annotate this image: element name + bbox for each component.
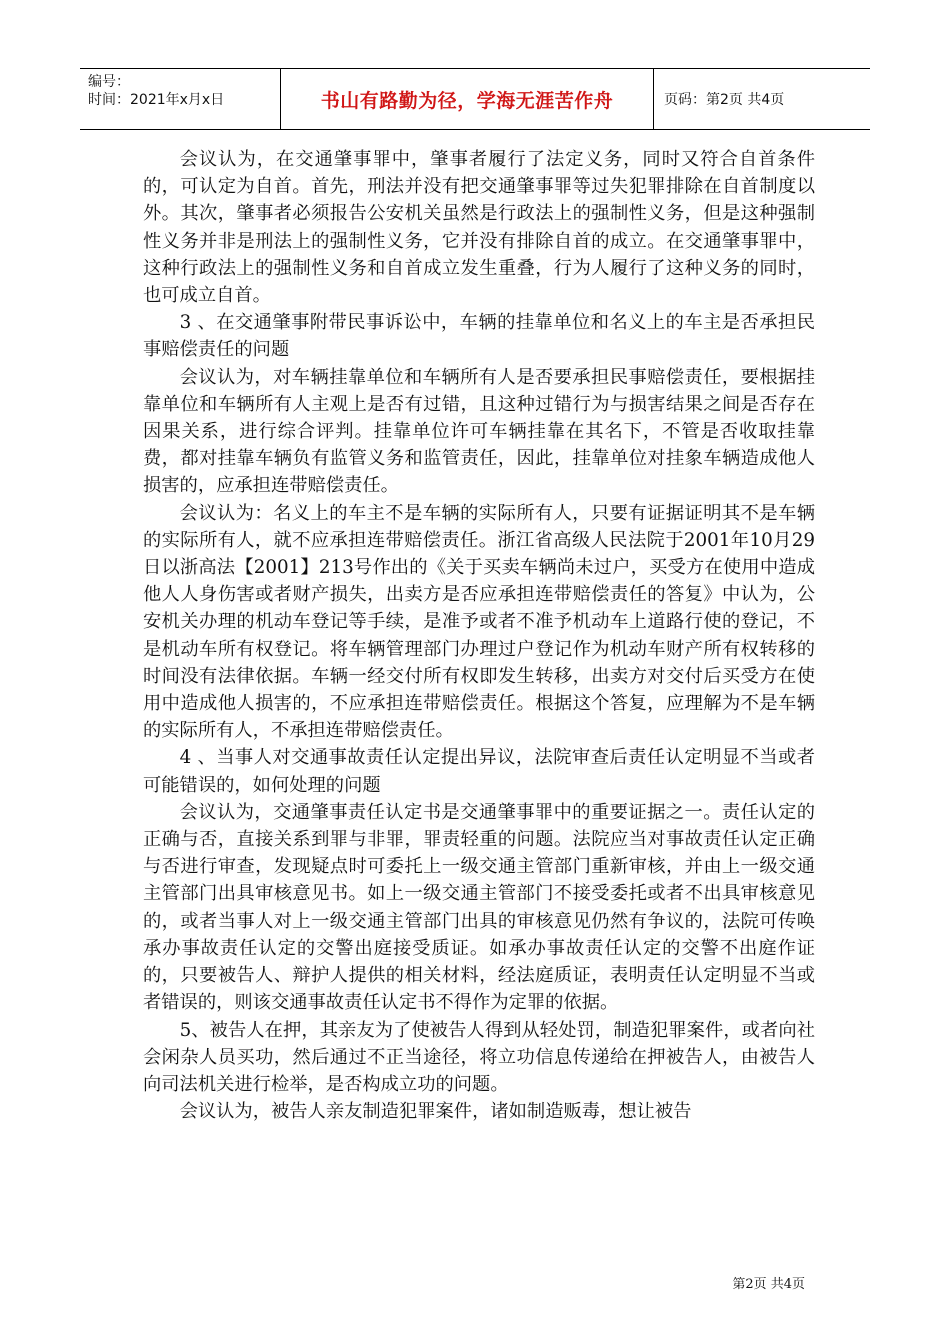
motto-text: 书山有路勤为径，学海无涯苦作舟 (320, 89, 614, 112)
page-footer: 第2页 共4页 (732, 1277, 805, 1292)
paragraph-nominal-owner: 会议认为：名义上的车主不是车辆的实际所有人，只要有证据证明其不是车辆的实际所有人，就不应承担连带赔偿责任。浙江省高级人民法院于2001年10月29日以浙高法【2001】213号作出的《关于买卖车辆尚未过户，买受方在使用中造成他人人身伤害或者财产损失，出卖方是否应承担连带赔偿责任的答复》中认为，公安机关办理的机动车登记等手续，是准予或者不准予机动车上道路行使的登记，不是机动车所有权登记。将车辆管理部门办理过户登记作为机动车财产所有权转移的时间没有法律依据。车辆一经交付所有权即发生转移，出卖方对交付后买受方在使用中造成他人损害的，不应承担连带赔偿责任。根据这个答复，应理解为不是车辆的实际所有人，不承担连带赔偿责任。 (143, 502, 815, 742)
time-label: 时间：2021年x月x日 (88, 92, 225, 108)
paragraph-affiliated-unit: 会议认为，对车辆挂靠单位和车辆所有人是否要承担民事赔偿责任，要根据挂靠单位和车辆所有人主观上是否有过错，且这种过错行为与损害结果之间是否存在因果关系，进行综合评判。挂靠单位许可车辆挂靠在其名下，不管是否收取挂靠费，都对挂靠车辆负有监管义务和监管责任，因此，挂靠单位对挂象车辆造成他人损害的，应承担连带赔偿责任。 (143, 366, 815, 497)
section-5-heading: 5、被告人在押，其亲友为了使被告人得到从轻处罚，制造犯罪案件，或者向社会闲杂人员买功，然后通过不正当途径，将立功信息传递给在押被告人，由被告人向司法机关进行检举，是否构成立功的问题。 (143, 1019, 815, 1095)
header-page-cell (654, 69, 870, 129)
document-body (143, 146, 815, 1125)
header-motto-cell (280, 69, 654, 129)
header-meta (80, 69, 280, 129)
paragraph-fabricated-crime: 会议认为，被告人亲友制造犯罪案件，诸如制造贩毒，想让被告 (179, 1101, 692, 1123)
serial-number-label: 编号： (88, 74, 130, 90)
header-page-number: 页码：第2页 共4页 (664, 92, 785, 108)
page-header (80, 68, 870, 130)
section-3-heading: 3 、在交通肇事附带民事诉讼中，车辆的挂靠单位和名义上的车主是否承担民事赔偿责任的问题 (143, 312, 815, 361)
paragraph-liability-determination: 会议认为，交通肇事责任认定书是交通肇事罪中的重要证据之一。责任认定的正确与否，直接关系到罪与非罪，罪责轻重的问题。法院应当对事故责任认定正确与否进行审查，发现疑点时可委托上一级交通主管部门重新审核，并由上一级交通主管部门出具审核意见书。如上一级交通主管部门不接受委托或者不出具审核意见的，或者当事人对上一级交通主管部门出具的审核意见仍然有争议的，法院可传唤承办事故责任认定的交警出庭接受质证。如承办事故责任认定的交警不出庭作证的，只要被告人、辩护人提供的相关材料，经法庭质证，表明责任认定明显不当或者错误的，则该交通事故责任认定书不得作为定罪的依据。 (143, 801, 815, 1014)
section-4-heading: 4 、当事人对交通事故责任认定提出异议，法院审查后责任认定明显不当或者可能错误的，如何处理的问题 (143, 747, 815, 796)
paragraph-confession-ruling: 会议认为，在交通肇事罪中，肇事者履行了法定义务，同时又符合自首条件的，可认定为自首。首先，刑法并没有把交通肇事罪等过失犯罪排除在自首制度以外。其次，肇事者必须报告公安机关虽然是行政法上的强制性义务，但是这种强制性义务并非是刑法上的强制性义务，它并没有排除自首的成立。在交通肇事罪中，这种行政法上的强制性义务和自首成立发生重叠，行为人履行了这种义务的同时，也可成立自首。 (143, 149, 815, 307)
